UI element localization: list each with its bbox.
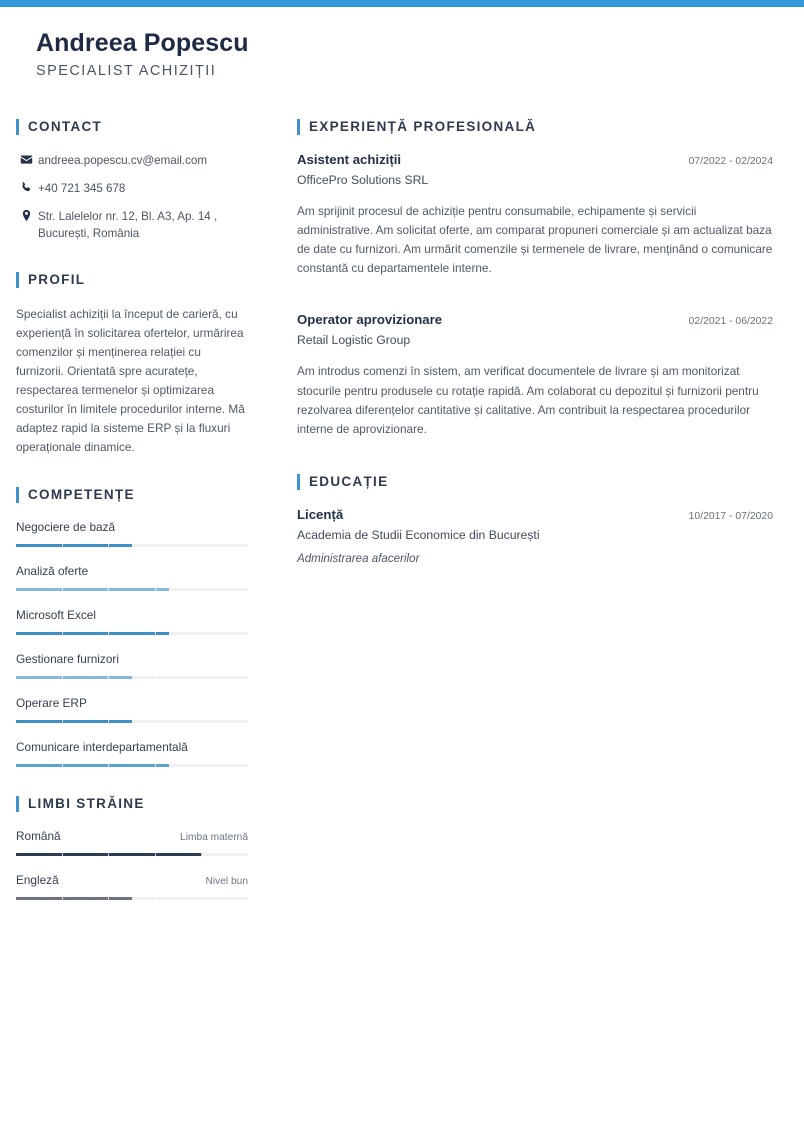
right-column: [297, 118, 773, 593]
language-tick: [16, 853, 63, 856]
skills-heading: [16, 486, 248, 504]
skills-section: [16, 486, 248, 767]
skills-list: [16, 520, 248, 767]
language-tick: [156, 897, 203, 900]
location-pin-icon: [16, 208, 36, 222]
skill-tick: [156, 764, 203, 767]
language-level: Nivel bun: [205, 875, 248, 887]
skill-tick: [63, 676, 110, 679]
cv-header: [0, 7, 804, 79]
experience-date: 07/2022 - 02/2024: [688, 156, 773, 167]
experience-role: Asistent achiziții: [297, 152, 402, 167]
languages-heading: [16, 795, 248, 813]
profile-section: [16, 271, 248, 458]
language-name: Română: [16, 828, 61, 843]
skill-item: [16, 652, 248, 679]
language-tick: [16, 897, 63, 900]
skill-bar-ticks: [16, 588, 248, 591]
contact-heading: [16, 118, 248, 136]
education-list: [297, 507, 773, 565]
languages-section: [16, 795, 248, 900]
top-accent-bar: [0, 0, 804, 7]
skill-item: [16, 740, 248, 767]
skill-bar-track: [16, 544, 248, 547]
skill-label: Comunicare interdepartamentală: [16, 739, 188, 754]
skill-tick: [156, 720, 203, 723]
experience-list: [297, 152, 773, 439]
section-title: CONTACT: [28, 119, 103, 134]
skill-tick: [156, 588, 203, 591]
profile-text: Specialist achiziții la început de carieră, cu experiență în solicitarea ofertelor, urmărirea comenzilor și menținerea relației cu furnizorii. Orientată spre acuratețe, respectarea termenelor și optimizarea costurilor în limitele procedurilor interne. Mă adaptez rapid la sisteme ERP și la fluxuri operaționale dinamice.: [16, 306, 245, 455]
education-degree: Licență: [297, 506, 344, 522]
skill-bar-ticks: [16, 720, 248, 723]
experience-organization: OfficePro Solutions SRL: [297, 173, 429, 187]
skill-tick: [156, 676, 203, 679]
language-tick: [202, 853, 248, 856]
contact-section: [16, 118, 248, 243]
profile-heading: [16, 271, 248, 289]
skill-tick: [202, 588, 248, 591]
skill-tick: [109, 588, 156, 591]
language-tick: [109, 897, 156, 900]
skill-bar-track: [16, 632, 248, 635]
skill-item: [16, 520, 248, 547]
languages-list: [16, 829, 248, 900]
section-title: EXPERIENȚĂ PROFESIONALĂ: [309, 119, 537, 134]
candidate-job-title: SPECIALIST ACHIZIȚII: [36, 62, 217, 79]
skill-tick: [202, 676, 248, 679]
skill-tick: [202, 720, 248, 723]
experience-entry-header: [297, 152, 773, 167]
section-title: COMPETENȚE: [28, 486, 135, 502]
skill-label: Operare ERP: [16, 695, 87, 710]
skill-bar-track: [16, 588, 248, 591]
contact-item-email[interactable]: [16, 152, 248, 169]
section-title: LIMBI STRĂINE: [28, 795, 145, 811]
skill-bar-ticks: [16, 764, 248, 767]
language-tick: [109, 853, 156, 856]
language-bar-ticks: [16, 897, 248, 900]
language-tick: [156, 853, 203, 856]
language-level: Limba maternă: [180, 831, 248, 843]
language-tick: [63, 897, 110, 900]
experience-organization: Retail Logistic Group: [297, 333, 411, 348]
experience-entry-header: [297, 312, 773, 327]
envelope-icon: [16, 152, 36, 166]
language-tick: [202, 897, 248, 900]
phone-icon: [16, 180, 36, 194]
skill-tick: [63, 632, 110, 635]
section-title: EDUCAȚIE: [309, 473, 389, 489]
skill-tick: [202, 544, 248, 547]
language-bar-ticks: [16, 853, 248, 856]
contact-address-text: Str. Lalelelor nr. 12, Bl. A3, Ap. 14 , București, România: [38, 210, 218, 241]
skill-bar-track: [16, 676, 248, 679]
skill-tick: [109, 632, 156, 635]
education-field: Administrarea afacerilor: [297, 551, 420, 565]
contact-email-text: andreea.popescu.cv@email.com: [38, 154, 208, 167]
contact-phone-text: +40 721 345 678: [38, 182, 126, 196]
skill-tick: [109, 764, 156, 767]
skill-tick: [16, 764, 63, 767]
skill-tick: [202, 632, 248, 635]
skill-tick: [16, 676, 63, 679]
language-row: [16, 873, 248, 887]
skill-tick: [16, 588, 63, 591]
skill-tick: [63, 588, 110, 591]
education-school: Academia de Studii Economice din București: [297, 527, 540, 542]
skill-label: Analiză oferte: [16, 563, 89, 578]
skill-tick: [63, 544, 110, 547]
left-column: [16, 118, 248, 928]
skill-bar-ticks: [16, 676, 248, 679]
experience-entry: [297, 312, 773, 438]
skill-tick: [156, 632, 203, 635]
skill-tick: [63, 764, 110, 767]
skill-tick: [109, 720, 156, 723]
education-entry-header: [297, 507, 773, 522]
skill-label: Gestionare furnizori: [16, 651, 119, 666]
skill-item: [16, 608, 248, 635]
experience-date: 02/2021 - 06/2022: [688, 316, 773, 328]
skill-bar-track: [16, 720, 248, 723]
skill-tick: [109, 676, 156, 679]
skill-bar-track: [16, 764, 248, 767]
education-section: [297, 473, 773, 565]
experience-heading: [297, 118, 773, 136]
language-bar-track: [16, 897, 248, 900]
skill-tick: [109, 544, 156, 547]
skill-bar-ticks: [16, 544, 248, 547]
skill-label: Microsoft Excel: [16, 607, 96, 622]
skill-tick: [156, 544, 203, 547]
experience-role: Operator aprovizionare: [297, 312, 443, 328]
contact-item-address[interactable]: [16, 208, 248, 242]
language-item: [16, 829, 248, 856]
language-row: [16, 829, 248, 843]
skill-label: Negociere de bază: [16, 519, 116, 534]
education-date: 10/2017 - 07/2020: [688, 510, 773, 522]
section-title: PROFIL: [28, 271, 86, 287]
language-item: [16, 873, 248, 900]
skill-tick: [16, 632, 63, 635]
skill-tick: [202, 764, 248, 767]
skill-item: [16, 564, 248, 591]
experience-description: Am introdus comenzi în sistem, am verificat documentele de livrare și am monitorizat stocurile pentru produsele cu rotație rapidă. Am colaborat cu depozitul și furnizorii pentru rezolvarea diferențelor cantitative și calitative. Am contribuit la respectarea procedurilor interne de aprovizionare.: [297, 364, 759, 436]
experience-entry: [297, 152, 773, 278]
education-heading: [297, 473, 773, 491]
skill-bar-ticks: [16, 632, 248, 635]
experience-description: Am sprijinit procesul de achiziție pentru consumabile, echipamente și servicii administrative. Am solicitat oferte, am comparat propuneri comerciale și am actualizat baza de date cu furnizori. Am urmărit comenzile și termenele de livrare, menținând o comunicare constantă cu departamentele interne.: [297, 204, 773, 276]
skill-item: [16, 696, 248, 723]
contact-item-phone[interactable]: [16, 180, 248, 197]
language-bar-track: [16, 853, 248, 856]
education-entry: [297, 507, 773, 565]
experience-section: [297, 118, 773, 439]
skill-tick: [16, 720, 63, 723]
language-tick: [63, 853, 110, 856]
skill-tick: [16, 544, 63, 547]
language-name: Engleză: [16, 872, 59, 887]
candidate-name: Andreea Popescu: [36, 29, 249, 57]
skill-tick: [63, 720, 110, 723]
